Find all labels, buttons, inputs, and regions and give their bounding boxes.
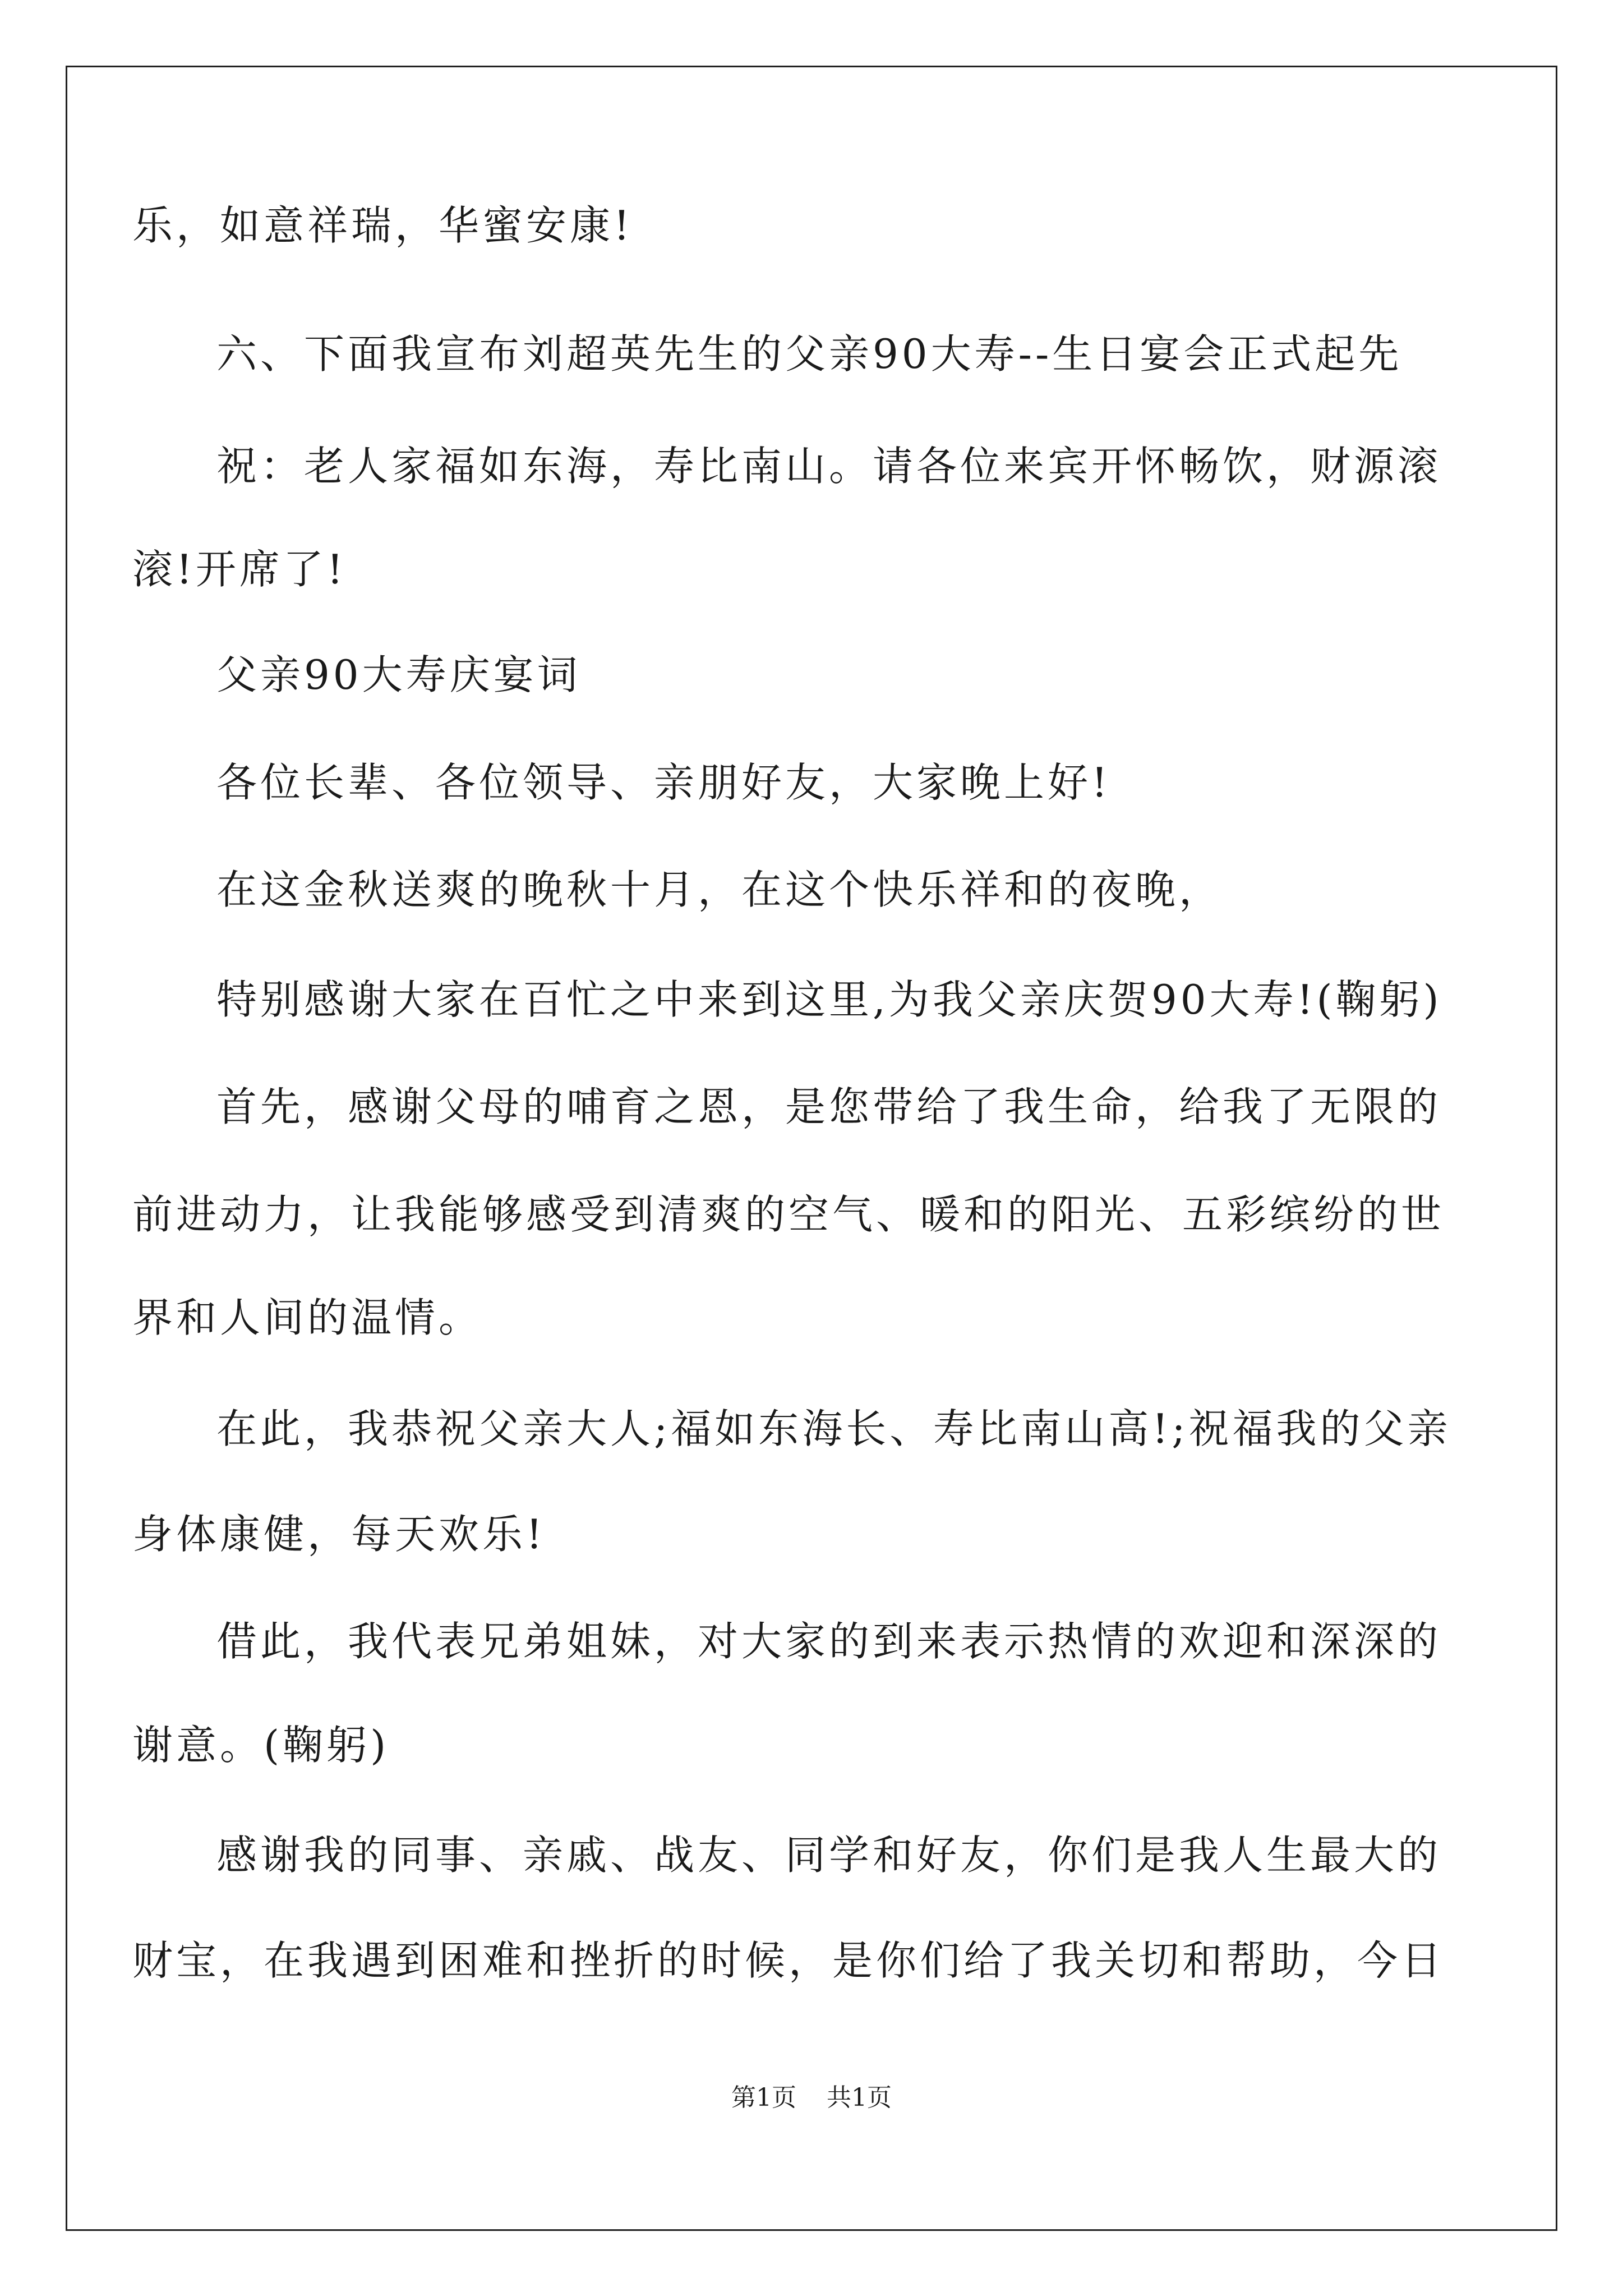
text-line: 借此，我代表兄弟姐妹，对大家的到来表示热情的欢迎和深深的 bbox=[216, 1618, 1442, 1665]
text-line: 特别感谢大家在百忙之中来到这里,为我父亲庆贺90大寿!(鞠躬) bbox=[216, 976, 1442, 1023]
text-line: 滚!开席了! bbox=[132, 546, 347, 593]
text-line: 身体康健，每天欢乐! bbox=[132, 1511, 546, 1558]
text-line: 感谢我的同事、亲戚、战友、同学和好友，你们是我人生最大的 bbox=[216, 1832, 1442, 1879]
text-line: 首先，感谢父母的哺育之恩，是您带给了我生命，给我了无限的 bbox=[216, 1083, 1442, 1130]
text-line: 在此，我恭祝父亲大人;福如东海长、寿比南山高!;祝福我的父亲 bbox=[216, 1405, 1451, 1452]
text-line: 祝：老人家福如东海，寿比南山。请各位来宾开怀畅饮，财源滚 bbox=[216, 443, 1442, 490]
text-line: 各位长辈、各位领导、亲朋好友，大家晚上好! bbox=[216, 759, 1111, 806]
text-line: 谢意。(鞠躬) bbox=[132, 1722, 390, 1769]
text-line: 在这金秋送爽的晚秋十月，在这个快乐祥和的夜晚， bbox=[216, 866, 1223, 913]
page-border bbox=[66, 66, 1557, 2231]
text-line: 父亲90大寿庆宴词 bbox=[216, 651, 581, 698]
page-total: 共1页 bbox=[827, 2083, 892, 2112]
page-number: 第1页 bbox=[731, 2083, 796, 2112]
text-line: 界和人间的温情。 bbox=[132, 1294, 483, 1341]
text-line: 六、下面我宣布刘超英先生的父亲90大寿--生日宴会正式起先 bbox=[216, 330, 1403, 378]
text-line: 财宝，在我遇到困难和挫折的时候，是你们给了我关切和帮助，今日 bbox=[132, 1937, 1445, 1984]
text-line: 前进动力，让我能够感受到清爽的空气、暖和的阳光、五彩缤纷的世 bbox=[132, 1191, 1445, 1238]
text-line: 乐，如意祥瑞，华蜜安康! bbox=[132, 202, 633, 249]
page-footer bbox=[0, 2081, 1623, 2115]
